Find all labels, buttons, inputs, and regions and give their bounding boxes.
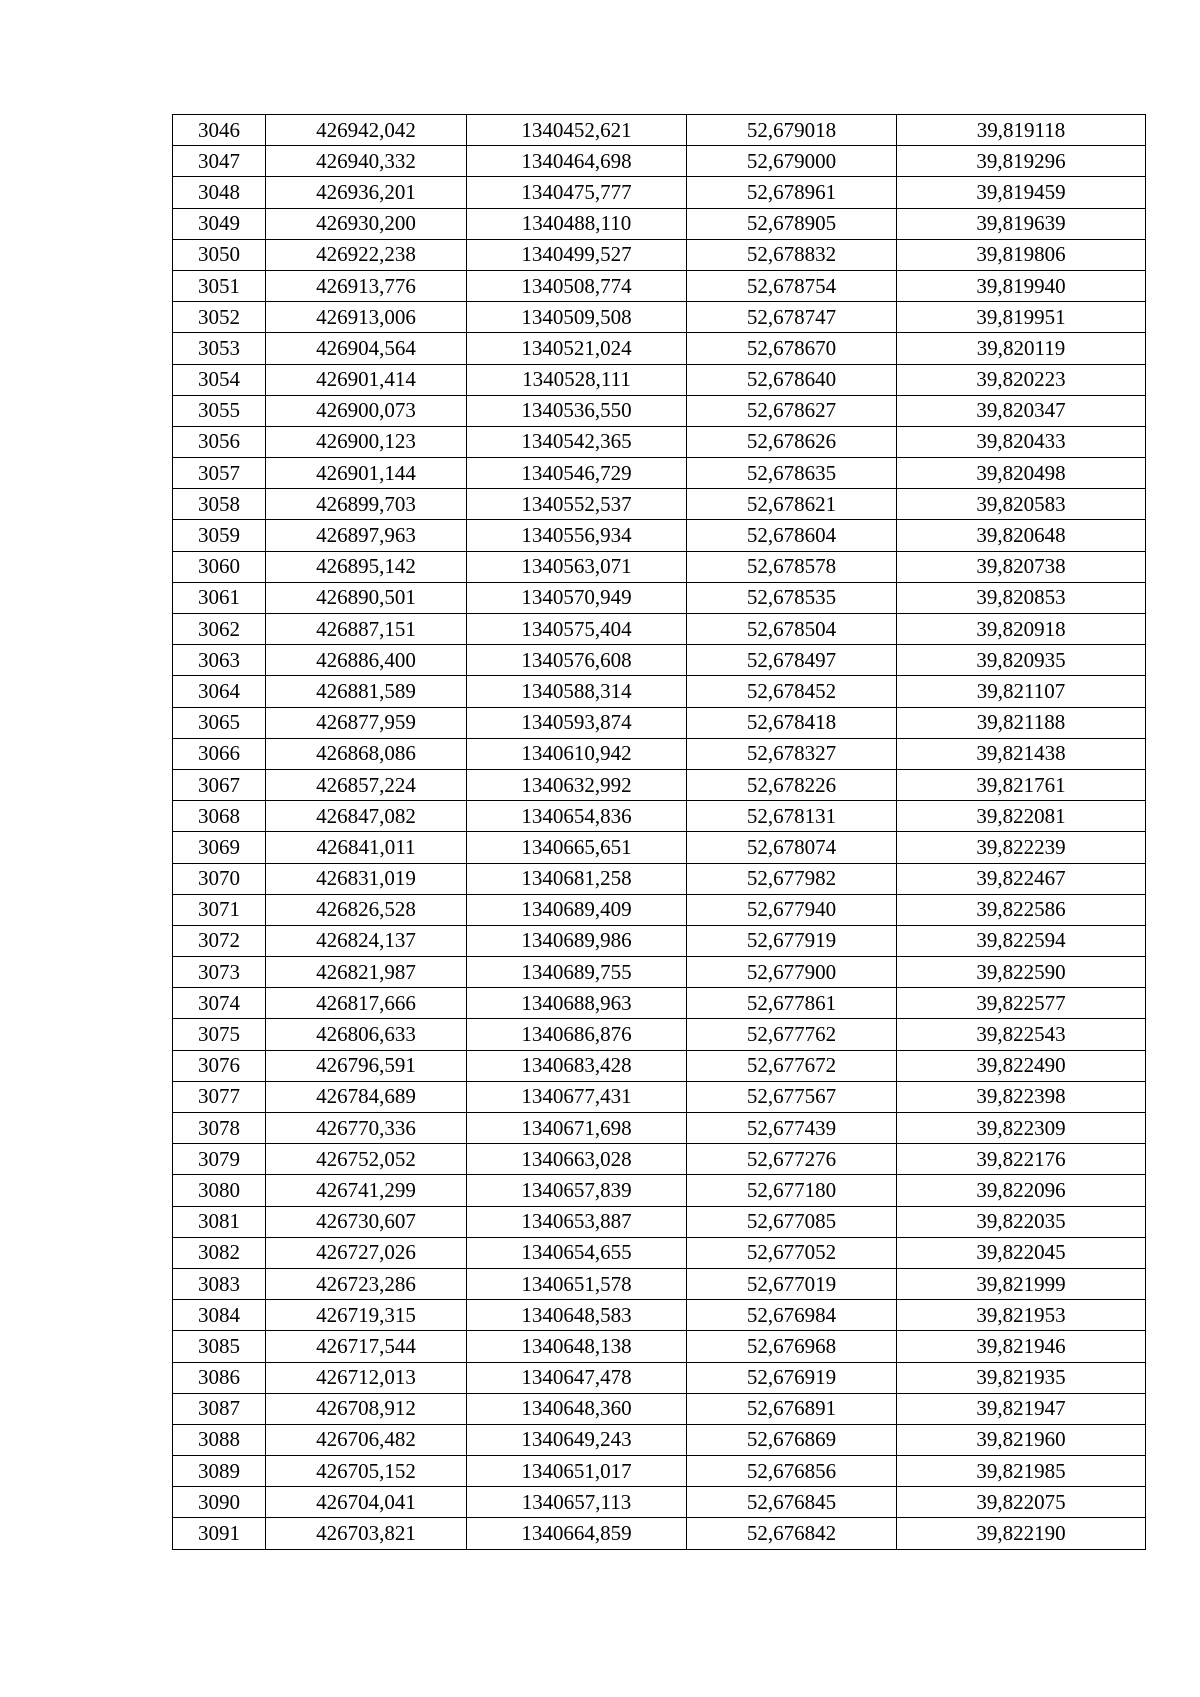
- longitude-cell: 39,821953: [897, 1300, 1146, 1331]
- y-coordinate-cell: 1340610,942: [467, 738, 687, 769]
- table-row: [173, 1487, 1146, 1518]
- x-coordinate-cell: 426727,026: [266, 1237, 467, 1268]
- y-coordinate-cell: 1340686,876: [467, 1019, 687, 1050]
- latitude-cell: 52,678418: [687, 707, 897, 738]
- x-coordinate-cell: 426887,151: [266, 614, 467, 645]
- longitude-cell: 39,820648: [897, 520, 1146, 551]
- y-coordinate-cell: 1340654,655: [467, 1237, 687, 1268]
- longitude-cell: 39,820583: [897, 489, 1146, 520]
- y-coordinate-cell: 1340508,774: [467, 270, 687, 301]
- latitude-cell: 52,677439: [687, 1113, 897, 1144]
- point-number-cell: 3048: [173, 177, 266, 208]
- latitude-cell: 52,676968: [687, 1331, 897, 1362]
- x-coordinate-cell: 426913,006: [266, 302, 467, 333]
- table-row: [173, 957, 1146, 988]
- y-coordinate-cell: 1340663,028: [467, 1144, 687, 1175]
- table-row: [173, 1050, 1146, 1081]
- latitude-cell: 52,678621: [687, 489, 897, 520]
- latitude-cell: 52,676891: [687, 1393, 897, 1424]
- table-row: [173, 1237, 1146, 1268]
- latitude-cell: 52,678754: [687, 270, 897, 301]
- table-row: [173, 1113, 1146, 1144]
- longitude-cell: 39,822075: [897, 1487, 1146, 1518]
- latitude-cell: 52,678670: [687, 333, 897, 364]
- latitude-cell: 52,678497: [687, 645, 897, 676]
- y-coordinate-cell: 1340509,508: [467, 302, 687, 333]
- x-coordinate-cell: 426877,959: [266, 707, 467, 738]
- longitude-cell: 39,820433: [897, 426, 1146, 457]
- y-coordinate-cell: 1340521,024: [467, 333, 687, 364]
- latitude-cell: 52,677052: [687, 1237, 897, 1268]
- latitude-cell: 52,678627: [687, 395, 897, 426]
- longitude-cell: 39,819806: [897, 239, 1146, 270]
- latitude-cell: 52,678578: [687, 551, 897, 582]
- y-coordinate-cell: 1340657,839: [467, 1175, 687, 1206]
- y-coordinate-cell: 1340683,428: [467, 1050, 687, 1081]
- table-row: [173, 707, 1146, 738]
- coordinates-table: [172, 114, 1146, 1550]
- point-number-cell: 3082: [173, 1237, 266, 1268]
- y-coordinate-cell: 1340651,578: [467, 1268, 687, 1299]
- point-number-cell: 3070: [173, 863, 266, 894]
- x-coordinate-cell: 426752,052: [266, 1144, 467, 1175]
- latitude-cell: 52,677919: [687, 925, 897, 956]
- x-coordinate-cell: 426942,042: [266, 115, 467, 146]
- x-coordinate-cell: 426904,564: [266, 333, 467, 364]
- y-coordinate-cell: 1340681,258: [467, 863, 687, 894]
- table-row: [173, 115, 1146, 146]
- longitude-cell: 39,822543: [897, 1019, 1146, 1050]
- point-number-cell: 3065: [173, 707, 266, 738]
- y-coordinate-cell: 1340665,651: [467, 832, 687, 863]
- y-coordinate-cell: 1340546,729: [467, 458, 687, 489]
- y-coordinate-cell: 1340648,138: [467, 1331, 687, 1362]
- x-coordinate-cell: 426826,528: [266, 894, 467, 925]
- longitude-cell: 39,820347: [897, 395, 1146, 426]
- point-number-cell: 3052: [173, 302, 266, 333]
- x-coordinate-cell: 426913,776: [266, 270, 467, 301]
- latitude-cell: 52,677982: [687, 863, 897, 894]
- table-row: [173, 177, 1146, 208]
- x-coordinate-cell: 426922,238: [266, 239, 467, 270]
- longitude-cell: 39,821935: [897, 1362, 1146, 1393]
- table-row: [173, 863, 1146, 894]
- table-row: [173, 551, 1146, 582]
- latitude-cell: 52,678640: [687, 364, 897, 395]
- table-row: [173, 520, 1146, 551]
- x-coordinate-cell: 426770,336: [266, 1113, 467, 1144]
- longitude-cell: 39,821985: [897, 1456, 1146, 1487]
- table-row: [173, 832, 1146, 863]
- point-number-cell: 3088: [173, 1424, 266, 1455]
- point-number-cell: 3055: [173, 395, 266, 426]
- longitude-cell: 39,820119: [897, 333, 1146, 364]
- latitude-cell: 52,676869: [687, 1424, 897, 1455]
- longitude-cell: 39,820223: [897, 364, 1146, 395]
- point-number-cell: 3063: [173, 645, 266, 676]
- point-number-cell: 3084: [173, 1300, 266, 1331]
- longitude-cell: 39,819639: [897, 208, 1146, 239]
- table-row: [173, 738, 1146, 769]
- x-coordinate-cell: 426717,544: [266, 1331, 467, 1362]
- latitude-cell: 52,677567: [687, 1081, 897, 1112]
- latitude-cell: 52,678905: [687, 208, 897, 239]
- table-row: [173, 614, 1146, 645]
- latitude-cell: 52,679000: [687, 146, 897, 177]
- x-coordinate-cell: 426784,689: [266, 1081, 467, 1112]
- point-number-cell: 3047: [173, 146, 266, 177]
- y-coordinate-cell: 1340677,431: [467, 1081, 687, 1112]
- longitude-cell: 39,821946: [897, 1331, 1146, 1362]
- table-row: [173, 894, 1146, 925]
- x-coordinate-cell: 426841,011: [266, 832, 467, 863]
- table-row: [173, 1144, 1146, 1175]
- x-coordinate-cell: 426719,315: [266, 1300, 467, 1331]
- table-row: [173, 239, 1146, 270]
- x-coordinate-cell: 426706,482: [266, 1424, 467, 1455]
- x-coordinate-cell: 426886,400: [266, 645, 467, 676]
- x-coordinate-cell: 426868,086: [266, 738, 467, 769]
- point-number-cell: 3059: [173, 520, 266, 551]
- table-row: [173, 1456, 1146, 1487]
- x-coordinate-cell: 426847,082: [266, 801, 467, 832]
- longitude-cell: 39,822081: [897, 801, 1146, 832]
- latitude-cell: 52,678604: [687, 520, 897, 551]
- latitude-cell: 52,678535: [687, 582, 897, 613]
- latitude-cell: 52,676845: [687, 1487, 897, 1518]
- longitude-cell: 39,822190: [897, 1518, 1146, 1549]
- longitude-cell: 39,822035: [897, 1206, 1146, 1237]
- table-row: [173, 801, 1146, 832]
- x-coordinate-cell: 426930,200: [266, 208, 467, 239]
- latitude-cell: 52,676984: [687, 1300, 897, 1331]
- y-coordinate-cell: 1340648,583: [467, 1300, 687, 1331]
- point-number-cell: 3051: [173, 270, 266, 301]
- y-coordinate-cell: 1340542,365: [467, 426, 687, 457]
- y-coordinate-cell: 1340654,836: [467, 801, 687, 832]
- x-coordinate-cell: 426831,019: [266, 863, 467, 894]
- latitude-cell: 52,678504: [687, 614, 897, 645]
- x-coordinate-cell: 426900,123: [266, 426, 467, 457]
- table-row: [173, 925, 1146, 956]
- x-coordinate-cell: 426901,144: [266, 458, 467, 489]
- longitude-cell: 39,822577: [897, 988, 1146, 1019]
- x-coordinate-cell: 426901,414: [266, 364, 467, 395]
- longitude-cell: 39,822096: [897, 1175, 1146, 1206]
- table-row: [173, 676, 1146, 707]
- point-number-cell: 3085: [173, 1331, 266, 1362]
- x-coordinate-cell: 426712,013: [266, 1362, 467, 1393]
- table-row: [173, 582, 1146, 613]
- x-coordinate-cell: 426895,142: [266, 551, 467, 582]
- longitude-cell: 39,821960: [897, 1424, 1146, 1455]
- latitude-cell: 52,677900: [687, 957, 897, 988]
- point-number-cell: 3069: [173, 832, 266, 863]
- table-row: [173, 333, 1146, 364]
- point-number-cell: 3049: [173, 208, 266, 239]
- point-number-cell: 3073: [173, 957, 266, 988]
- latitude-cell: 52,677762: [687, 1019, 897, 1050]
- y-coordinate-cell: 1340649,243: [467, 1424, 687, 1455]
- y-coordinate-cell: 1340488,110: [467, 208, 687, 239]
- point-number-cell: 3091: [173, 1518, 266, 1549]
- table-row: [173, 208, 1146, 239]
- point-number-cell: 3060: [173, 551, 266, 582]
- point-number-cell: 3050: [173, 239, 266, 270]
- point-number-cell: 3078: [173, 1113, 266, 1144]
- longitude-cell: 39,822590: [897, 957, 1146, 988]
- longitude-cell: 39,822467: [897, 863, 1146, 894]
- longitude-cell: 39,820935: [897, 645, 1146, 676]
- x-coordinate-cell: 426881,589: [266, 676, 467, 707]
- point-number-cell: 3086: [173, 1362, 266, 1393]
- point-number-cell: 3076: [173, 1050, 266, 1081]
- table-row: [173, 270, 1146, 301]
- point-number-cell: 3046: [173, 115, 266, 146]
- y-coordinate-cell: 1340464,698: [467, 146, 687, 177]
- y-coordinate-cell: 1340647,478: [467, 1362, 687, 1393]
- latitude-cell: 52,678131: [687, 801, 897, 832]
- table-row: [173, 1518, 1146, 1549]
- point-number-cell: 3062: [173, 614, 266, 645]
- y-coordinate-cell: 1340593,874: [467, 707, 687, 738]
- x-coordinate-cell: 426940,332: [266, 146, 467, 177]
- table-row: [173, 395, 1146, 426]
- table-row: [173, 426, 1146, 457]
- table-row: [173, 302, 1146, 333]
- longitude-cell: 39,822594: [897, 925, 1146, 956]
- x-coordinate-cell: 426897,963: [266, 520, 467, 551]
- latitude-cell: 52,677940: [687, 894, 897, 925]
- point-number-cell: 3074: [173, 988, 266, 1019]
- longitude-cell: 39,821188: [897, 707, 1146, 738]
- longitude-cell: 39,822045: [897, 1237, 1146, 1268]
- point-number-cell: 3080: [173, 1175, 266, 1206]
- point-number-cell: 3054: [173, 364, 266, 395]
- point-number-cell: 3077: [173, 1081, 266, 1112]
- y-coordinate-cell: 1340570,949: [467, 582, 687, 613]
- point-number-cell: 3061: [173, 582, 266, 613]
- x-coordinate-cell: 426936,201: [266, 177, 467, 208]
- longitude-cell: 39,819118: [897, 115, 1146, 146]
- table-row: [173, 645, 1146, 676]
- y-coordinate-cell: 1340552,537: [467, 489, 687, 520]
- point-number-cell: 3068: [173, 801, 266, 832]
- point-number-cell: 3056: [173, 426, 266, 457]
- y-coordinate-cell: 1340689,409: [467, 894, 687, 925]
- latitude-cell: 52,678961: [687, 177, 897, 208]
- x-coordinate-cell: 426704,041: [266, 1487, 467, 1518]
- longitude-cell: 39,819459: [897, 177, 1146, 208]
- latitude-cell: 52,677180: [687, 1175, 897, 1206]
- point-number-cell: 3079: [173, 1144, 266, 1175]
- table-row: [173, 458, 1146, 489]
- table-row: [173, 1019, 1146, 1050]
- longitude-cell: 39,822239: [897, 832, 1146, 863]
- point-number-cell: 3089: [173, 1456, 266, 1487]
- x-coordinate-cell: 426708,912: [266, 1393, 467, 1424]
- latitude-cell: 52,677019: [687, 1268, 897, 1299]
- point-number-cell: 3075: [173, 1019, 266, 1050]
- y-coordinate-cell: 1340452,621: [467, 115, 687, 146]
- table-row: [173, 1175, 1146, 1206]
- longitude-cell: 39,821761: [897, 769, 1146, 800]
- latitude-cell: 52,678226: [687, 769, 897, 800]
- y-coordinate-cell: 1340651,017: [467, 1456, 687, 1487]
- x-coordinate-cell: 426703,821: [266, 1518, 467, 1549]
- y-coordinate-cell: 1340689,755: [467, 957, 687, 988]
- table-row: [173, 1393, 1146, 1424]
- latitude-cell: 52,678626: [687, 426, 897, 457]
- latitude-cell: 52,678747: [687, 302, 897, 333]
- longitude-cell: 39,822490: [897, 1050, 1146, 1081]
- y-coordinate-cell: 1340664,859: [467, 1518, 687, 1549]
- latitude-cell: 52,676842: [687, 1518, 897, 1549]
- latitude-cell: 52,676919: [687, 1362, 897, 1393]
- longitude-cell: 39,819296: [897, 146, 1146, 177]
- y-coordinate-cell: 1340576,608: [467, 645, 687, 676]
- x-coordinate-cell: 426705,152: [266, 1456, 467, 1487]
- latitude-cell: 52,678327: [687, 738, 897, 769]
- point-number-cell: 3058: [173, 489, 266, 520]
- table-row: [173, 364, 1146, 395]
- x-coordinate-cell: 426806,633: [266, 1019, 467, 1050]
- latitude-cell: 52,678635: [687, 458, 897, 489]
- table-row: [173, 1081, 1146, 1112]
- longitude-cell: 39,822176: [897, 1144, 1146, 1175]
- x-coordinate-cell: 426796,591: [266, 1050, 467, 1081]
- y-coordinate-cell: 1340653,887: [467, 1206, 687, 1237]
- y-coordinate-cell: 1340688,963: [467, 988, 687, 1019]
- y-coordinate-cell: 1340528,111: [467, 364, 687, 395]
- longitude-cell: 39,822398: [897, 1081, 1146, 1112]
- table-row: [173, 1268, 1146, 1299]
- y-coordinate-cell: 1340499,527: [467, 239, 687, 270]
- y-coordinate-cell: 1340648,360: [467, 1393, 687, 1424]
- point-number-cell: 3053: [173, 333, 266, 364]
- point-number-cell: 3067: [173, 769, 266, 800]
- latitude-cell: 52,678074: [687, 832, 897, 863]
- y-coordinate-cell: 1340689,986: [467, 925, 687, 956]
- latitude-cell: 52,677085: [687, 1206, 897, 1237]
- latitude-cell: 52,679018: [687, 115, 897, 146]
- table-row: [173, 769, 1146, 800]
- table-row: [173, 1331, 1146, 1362]
- longitude-cell: 39,822309: [897, 1113, 1146, 1144]
- y-coordinate-cell: 1340475,777: [467, 177, 687, 208]
- longitude-cell: 39,819940: [897, 270, 1146, 301]
- y-coordinate-cell: 1340563,071: [467, 551, 687, 582]
- x-coordinate-cell: 426899,703: [266, 489, 467, 520]
- latitude-cell: 52,677861: [687, 988, 897, 1019]
- y-coordinate-cell: 1340632,992: [467, 769, 687, 800]
- longitude-cell: 39,820738: [897, 551, 1146, 582]
- point-number-cell: 3081: [173, 1206, 266, 1237]
- point-number-cell: 3066: [173, 738, 266, 769]
- x-coordinate-cell: 426723,286: [266, 1268, 467, 1299]
- longitude-cell: 39,821947: [897, 1393, 1146, 1424]
- table-row: [173, 1424, 1146, 1455]
- coordinates-table-body: [173, 115, 1146, 1550]
- longitude-cell: 39,821999: [897, 1268, 1146, 1299]
- longitude-cell: 39,820498: [897, 458, 1146, 489]
- x-coordinate-cell: 426741,299: [266, 1175, 467, 1206]
- x-coordinate-cell: 426890,501: [266, 582, 467, 613]
- y-coordinate-cell: 1340657,113: [467, 1487, 687, 1518]
- point-number-cell: 3087: [173, 1393, 266, 1424]
- x-coordinate-cell: 426730,607: [266, 1206, 467, 1237]
- x-coordinate-cell: 426824,137: [266, 925, 467, 956]
- table-row: [173, 1206, 1146, 1237]
- latitude-cell: 52,677276: [687, 1144, 897, 1175]
- latitude-cell: 52,676856: [687, 1456, 897, 1487]
- longitude-cell: 39,819951: [897, 302, 1146, 333]
- table-row: [173, 1300, 1146, 1331]
- x-coordinate-cell: 426857,224: [266, 769, 467, 800]
- table-row: [173, 988, 1146, 1019]
- longitude-cell: 39,820853: [897, 582, 1146, 613]
- x-coordinate-cell: 426900,073: [266, 395, 467, 426]
- longitude-cell: 39,822586: [897, 894, 1146, 925]
- y-coordinate-cell: 1340556,934: [467, 520, 687, 551]
- point-number-cell: 3064: [173, 676, 266, 707]
- longitude-cell: 39,820918: [897, 614, 1146, 645]
- x-coordinate-cell: 426821,987: [266, 957, 467, 988]
- y-coordinate-cell: 1340575,404: [467, 614, 687, 645]
- point-number-cell: 3072: [173, 925, 266, 956]
- latitude-cell: 52,678452: [687, 676, 897, 707]
- latitude-cell: 52,678832: [687, 239, 897, 270]
- point-number-cell: 3057: [173, 458, 266, 489]
- y-coordinate-cell: 1340536,550: [467, 395, 687, 426]
- point-number-cell: 3083: [173, 1268, 266, 1299]
- longitude-cell: 39,821107: [897, 676, 1146, 707]
- table-row: [173, 1362, 1146, 1393]
- y-coordinate-cell: 1340671,698: [467, 1113, 687, 1144]
- y-coordinate-cell: 1340588,314: [467, 676, 687, 707]
- longitude-cell: 39,821438: [897, 738, 1146, 769]
- x-coordinate-cell: 426817,666: [266, 988, 467, 1019]
- latitude-cell: 52,677672: [687, 1050, 897, 1081]
- table-row: [173, 489, 1146, 520]
- table-row: [173, 146, 1146, 177]
- point-number-cell: 3071: [173, 894, 266, 925]
- point-number-cell: 3090: [173, 1487, 266, 1518]
